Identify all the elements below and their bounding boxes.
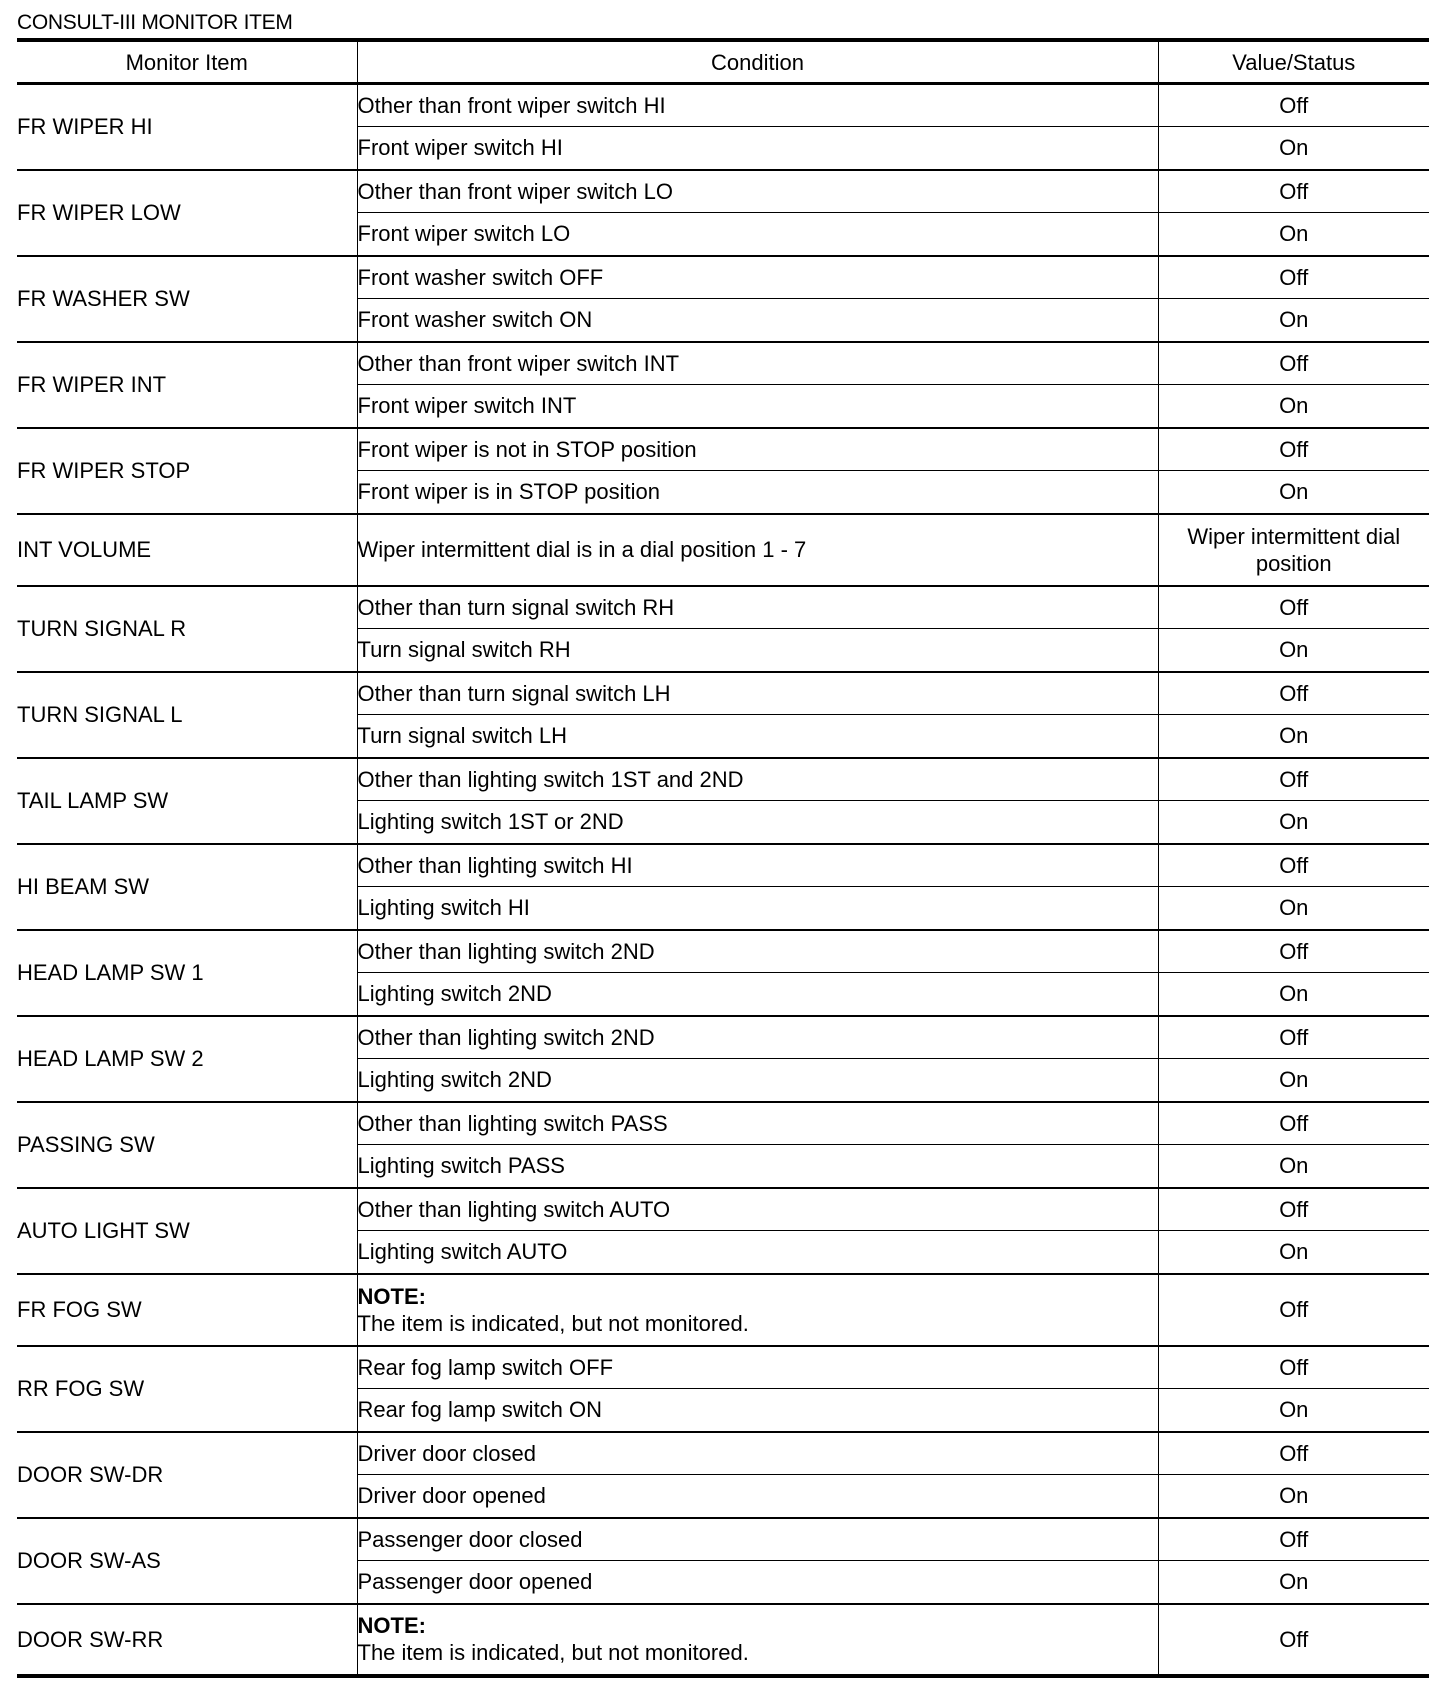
value-status-cell: Off — [1158, 428, 1429, 471]
value-status-cell: Off — [1158, 1518, 1429, 1561]
table-row — [17, 758, 1429, 801]
value-status-cell: On — [1158, 1561, 1429, 1604]
monitor-item-cell: TURN SIGNAL R — [17, 586, 357, 672]
value-status-cell: Off — [1158, 1432, 1429, 1475]
condition-cell: Driver door closed — [357, 1432, 1158, 1475]
condition-cell: Driver door opened — [357, 1475, 1158, 1518]
table-row — [17, 1432, 1429, 1475]
value-status-cell: On — [1158, 1059, 1429, 1102]
value-status-cell: On — [1158, 887, 1429, 930]
condition-cell: Other than turn signal switch LH — [357, 672, 1158, 715]
condition-cell: Lighting switch PASS — [357, 1145, 1158, 1188]
note-text: The item is indicated, but not monitored. — [357, 1310, 749, 1336]
note-label: NOTE: — [357, 1283, 426, 1309]
table-row — [17, 1188, 1429, 1231]
value-status-cell: Off — [1158, 1604, 1429, 1676]
value-status-cell: Off — [1158, 256, 1429, 299]
condition-cell: Other than lighting switch 2ND — [357, 1016, 1158, 1059]
condition-cell: Passenger door closed — [357, 1518, 1158, 1561]
condition-cell: Other than lighting switch HI — [357, 844, 1158, 887]
condition-cell: Front wiper switch INT — [357, 385, 1158, 428]
table-row — [17, 514, 1429, 586]
monitor-item-cell: FR WASHER SW — [17, 256, 357, 342]
monitor-item-cell: HEAD LAMP SW 2 — [17, 1016, 357, 1102]
value-status-cell: On — [1158, 471, 1429, 514]
table-row — [17, 342, 1429, 385]
table-row — [17, 1604, 1429, 1676]
monitor-item-cell: INT VOLUME — [17, 514, 357, 586]
condition-cell: Lighting switch AUTO — [357, 1231, 1158, 1274]
condition-cell: Front wiper switch LO — [357, 213, 1158, 256]
condition-cell: Other than lighting switch 2ND — [357, 930, 1158, 973]
value-status-cell: On — [1158, 299, 1429, 342]
note-text: The item is indicated, but not monitored. — [357, 1640, 749, 1665]
monitor-item-cell: PASSING SW — [17, 1102, 357, 1188]
table-row — [17, 930, 1429, 973]
value-status-cell: Off — [1158, 1274, 1429, 1346]
condition-cell: Turn signal switch LH — [357, 715, 1158, 758]
monitor-item-cell: FR WIPER STOP — [17, 428, 357, 514]
condition-cell — [357, 1604, 1158, 1676]
note-label: NOTE: — [357, 1613, 426, 1638]
condition-cell: Front wiper is not in STOP position — [357, 428, 1158, 471]
table-row — [17, 428, 1429, 471]
table-row — [17, 1518, 1429, 1561]
value-status-cell: On — [1158, 629, 1429, 672]
value-status-cell: Off — [1158, 672, 1429, 715]
monitor-item-cell: HEAD LAMP SW 1 — [17, 930, 357, 1016]
monitor-item-cell: FR WIPER HI — [17, 84, 357, 170]
value-status-cell: Off — [1158, 1346, 1429, 1389]
value-status-cell: Off — [1158, 1016, 1429, 1059]
condition-cell — [357, 1274, 1158, 1346]
value-status-cell: Off — [1158, 1188, 1429, 1231]
table-row — [17, 586, 1429, 629]
monitor-item-table — [17, 38, 1429, 1678]
condition-cell: Rear fog lamp switch OFF — [357, 1346, 1158, 1389]
value-status-cell: On — [1158, 1475, 1429, 1518]
value-status-cell: Wiper intermittent dial position — [1158, 514, 1429, 586]
condition-cell: Lighting switch 2ND — [357, 973, 1158, 1016]
value-status-cell: Off — [1158, 342, 1429, 385]
monitor-item-cell: FR WIPER INT — [17, 342, 357, 428]
table-row — [17, 1274, 1429, 1346]
monitor-item-cell: TAIL LAMP SW — [17, 758, 357, 844]
condition-cell: Lighting switch 2ND — [357, 1059, 1158, 1102]
value-status-cell: On — [1158, 1231, 1429, 1274]
table-row — [17, 1016, 1429, 1059]
condition-cell: Front washer switch ON — [357, 299, 1158, 342]
value-status-cell: On — [1158, 213, 1429, 256]
condition-cell: Other than front wiper switch INT — [357, 342, 1158, 385]
monitor-item-cell: FR FOG SW — [17, 1274, 357, 1346]
value-status-cell: On — [1158, 973, 1429, 1016]
monitor-item-cell: AUTO LIGHT SW — [17, 1188, 357, 1274]
value-status-cell: Off — [1158, 170, 1429, 213]
monitor-item-cell: DOOR SW-RR — [17, 1604, 357, 1676]
value-status-cell: On — [1158, 715, 1429, 758]
value-status-cell: On — [1158, 1389, 1429, 1432]
table-row — [17, 256, 1429, 299]
monitor-item-cell: HI BEAM SW — [17, 844, 357, 930]
monitor-item-cell: FR WIPER LOW — [17, 170, 357, 256]
condition-cell: Other than front wiper switch LO — [357, 170, 1158, 213]
condition-cell: Other than lighting switch AUTO — [357, 1188, 1158, 1231]
header-row — [17, 40, 1429, 84]
condition-cell: Wiper intermittent dial is in a dial position 1 - 7 — [357, 514, 1158, 586]
condition-cell: Other than turn signal switch RH — [357, 586, 1158, 629]
table-row — [17, 170, 1429, 213]
condition-cell: Lighting switch 1ST or 2ND — [357, 801, 1158, 844]
table-row — [17, 1102, 1429, 1145]
monitor-item-cell: RR FOG SW — [17, 1346, 357, 1432]
monitor-item-cell: DOOR SW-AS — [17, 1518, 357, 1604]
column-header-value-status: Value/Status — [1158, 40, 1429, 84]
condition-cell: Lighting switch HI — [357, 887, 1158, 930]
condition-cell: Front wiper switch HI — [357, 127, 1158, 170]
value-status-cell: Off — [1158, 1102, 1429, 1145]
condition-cell: Turn signal switch RH — [357, 629, 1158, 672]
table-row — [17, 672, 1429, 715]
table-caption: CONSULT-III MONITOR ITEM — [17, 11, 293, 34]
value-status-cell: On — [1158, 801, 1429, 844]
condition-cell: Rear fog lamp switch ON — [357, 1389, 1158, 1432]
condition-cell: Other than lighting switch PASS — [357, 1102, 1158, 1145]
condition-cell: Passenger door opened — [357, 1561, 1158, 1604]
condition-cell: Other than lighting switch 1ST and 2ND — [357, 758, 1158, 801]
value-status-cell: Off — [1158, 586, 1429, 629]
table-row — [17, 1346, 1429, 1389]
column-header-monitor-item: Monitor Item — [17, 40, 357, 84]
value-status-cell: On — [1158, 127, 1429, 170]
column-header-condition: Condition — [357, 40, 1158, 84]
value-status-cell: Off — [1158, 84, 1429, 127]
condition-cell: Front wiper is in STOP position — [357, 471, 1158, 514]
monitor-item-cell: DOOR SW-DR — [17, 1432, 357, 1518]
table-body — [17, 84, 1429, 1676]
value-status-cell: On — [1158, 385, 1429, 428]
monitor-item-cell: TURN SIGNAL L — [17, 672, 357, 758]
table-row — [17, 84, 1429, 127]
value-status-cell: Off — [1158, 758, 1429, 801]
table-row — [17, 844, 1429, 887]
value-status-cell: On — [1158, 1145, 1429, 1188]
value-status-cell: Off — [1158, 844, 1429, 887]
condition-cell: Front washer switch OFF — [357, 256, 1158, 299]
condition-cell: Other than front wiper switch HI — [357, 84, 1158, 127]
value-status-cell: Off — [1158, 930, 1429, 973]
